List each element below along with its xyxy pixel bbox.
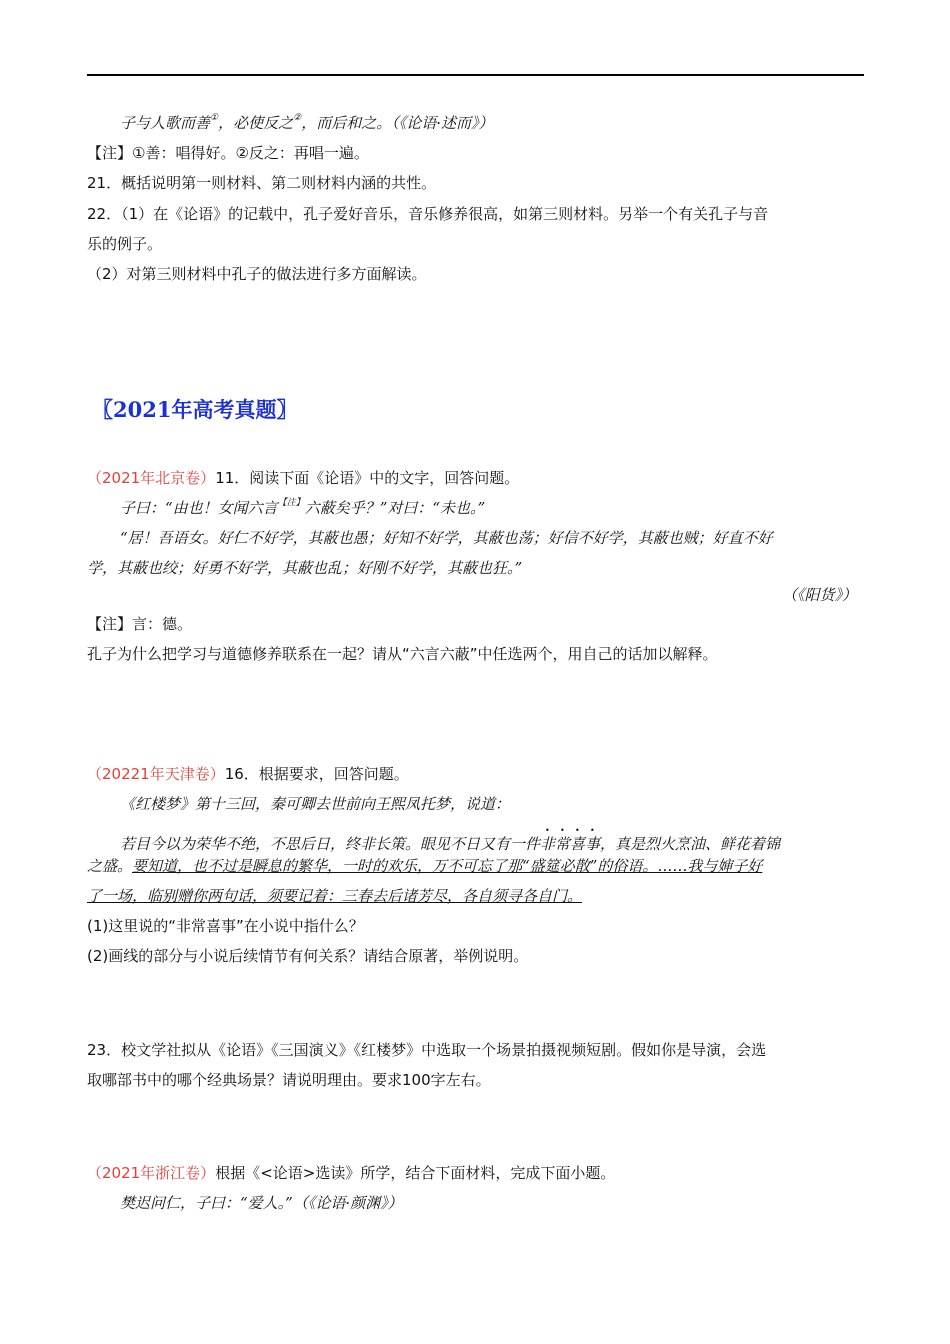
tianjin-passage-line2: 若目今以为荣华不绝，不思后日，终非长策。眼见不日又有一件非常喜事，真是烈火烹油、鲜花着锦 (120, 835, 781, 853)
question-21: 21．概括说明第一则材料、第二则材料内涵的共性。 (87, 174, 437, 192)
tianjin-passage-line4 (87, 886, 867, 906)
underlined-text: 要知道，也不过是瞬息的繁华，一时的欢乐，万不可忘了那“盛筵必散”的俗语。……我与婶子好 (132, 857, 763, 875)
section-heading: 〖2021年高考真题〗 (92, 397, 298, 422)
tianjin-question-2: (2)画线的部分与小说后续情节有何关系？请结合原著，举例说明。 (87, 947, 529, 965)
zhejiang-passage: 樊迟问仁，子曰：“爱人。”（《论语·颜渊》） (120, 1194, 403, 1212)
header-rule (87, 74, 864, 76)
note-line: 【注】①善：唱得好。②反之：再唱一遍。 (87, 144, 369, 162)
question-23-cont: 取哪部书中的哪个经典场景？请说明理由。要求100字左右。 (87, 1071, 491, 1089)
source-tag: （2021年浙江卷） (87, 1164, 216, 1182)
beijing-passage-line1: 子曰：“由也！女闻六言$^{【注】}$六蔽矣乎？”对曰：“未也。” (120, 498, 486, 517)
beijing-note: 【注】言：德。 (87, 615, 193, 633)
underlined-text: 了一场，临别赠你两句话，须要记着：三春去后诸芳尽，各自须寻各自门。 (87, 887, 583, 905)
question-22-part1-cont: 乐的例子。 (87, 235, 163, 253)
beijing-passage-line2: “居！吾语女。好仁不好学，其蔽也愚；好知不好学，其蔽也荡；好信不好学，其蔽也贼；好直不好 (120, 529, 773, 547)
text-line-song: 子与人歌而善①，必使反之②，而后和之。（《论语·述而》） (120, 113, 494, 132)
question-22-part2: （2）对第三则材料中孔子的做法进行多方面解读。 (87, 265, 427, 283)
emphasized-text: 非常喜事 (540, 835, 601, 853)
zhejiang-question-intro: （2021年浙江卷）根据《<论语>选读》所学，结合下面材料，完成下面小题。 (87, 1164, 616, 1182)
question-22-part1: 22．（1）在《论语》的记载中，孔子爱好音乐，音乐修养很高，如第三则材料。另举一个有关孔子与音 (87, 205, 769, 223)
source-tag: （20221年天津卷） (87, 765, 225, 783)
beijing-source: （《阳货》） (781, 586, 857, 604)
beijing-passage-line3: 学，其蔽也绞；好勇不好学，其蔽也乱；好刚不好学，其蔽也狂。” (87, 559, 523, 577)
beijing-question: 孔子为什么把学习与道德修养联系在一起？请从“六言六蔽”中任选两个，用自己的话加以解释。 (87, 645, 718, 663)
tianjin-passage-line3: 之盛。要知道，也不过是瞬息的繁华，一时的欢乐，万不可忘了那“盛筵必散”的俗语。……我与婶子好 (87, 857, 763, 875)
tianjin-question-intro: （20221年天津卷）16．根据要求，回答问题。 (87, 765, 409, 783)
source-tag: （2021年北京卷） (87, 469, 216, 487)
beijing-question-intro: （2021年北京卷）11．阅读下面《论语》中的文字，回答问题。 (87, 469, 520, 487)
tianjin-passage-line1: 《红楼梦》第十三回，秦可卿去世前向王熙凤托梦，说道： (120, 795, 511, 813)
question-23: 23．校文学社拟从《论语》《三国演义》《红楼梦》中选取一个场景拍摄视频短剧。假如你是导演，会选 (87, 1041, 767, 1059)
tianjin-question-1: (1)这里说的“非常喜事”在小说中指什么？ (87, 917, 364, 935)
